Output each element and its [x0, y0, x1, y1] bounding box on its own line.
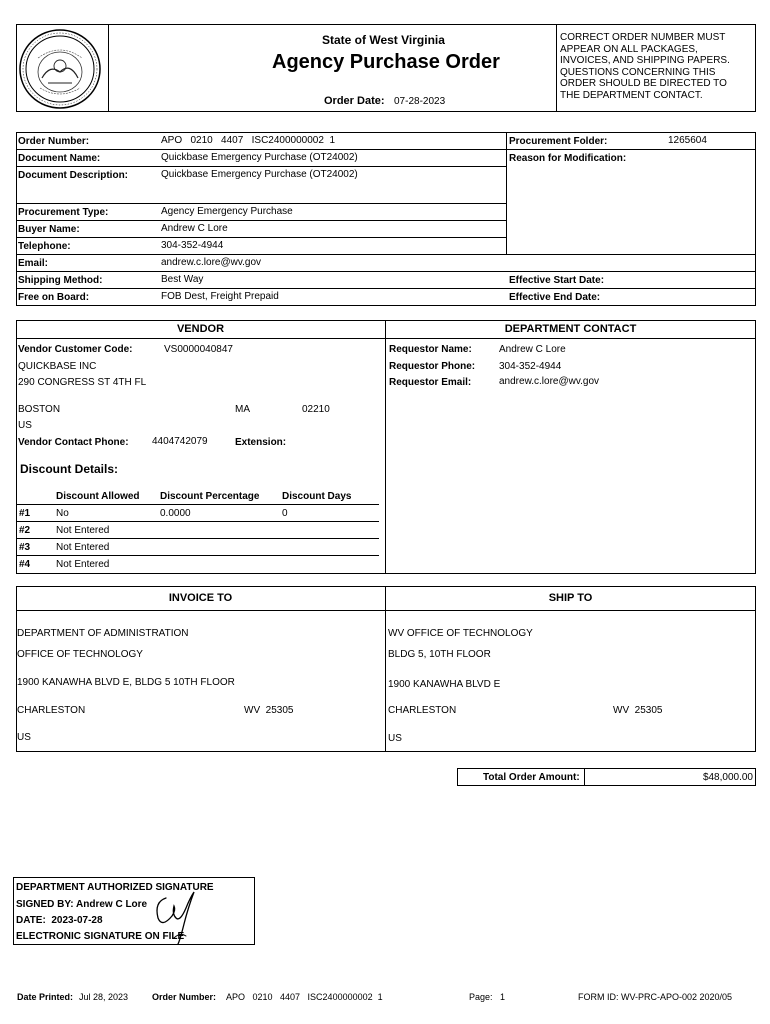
telephone-label: Telephone:: [18, 241, 71, 252]
document-description: Quickbase Emergency Purchase (OT24002): [161, 169, 358, 180]
vendor-address: 290 CONGRESS ST 4TH FL: [18, 377, 147, 388]
free-on-board-label: Free on Board:: [18, 292, 90, 303]
ship-to-line3: 1900 KANAWHA BLVD E: [388, 679, 501, 690]
telephone: 304-352-4944: [161, 240, 224, 251]
ship-to-state-zip: WV 25305: [613, 705, 663, 716]
total-order-amount: $48,000.00: [702, 772, 753, 783]
vendor-customer-code-label: Vendor Customer Code:: [18, 344, 133, 355]
procurement-folder: 1265604: [668, 135, 707, 146]
ship-to-line1: WV OFFICE OF TECHNOLOGY: [388, 628, 533, 639]
invoice-to-line3: 1900 KANAWHA BLVD E, BLDG 5 10TH FLOOR: [17, 677, 235, 688]
date-printed-label: Date Printed:: [17, 992, 74, 1002]
requestor-phone-label: Requestor Phone:: [389, 361, 476, 372]
invoice-to-line2: OFFICE OF TECHNOLOGY: [17, 649, 143, 660]
document-name-label: Document Name:: [18, 153, 101, 164]
invoice-to-line1: DEPARTMENT OF ADMINISTRATION: [17, 628, 189, 639]
department-contact-heading: DEPARTMENT CONTACT: [504, 323, 637, 335]
discount-allowed-header: Discount Allowed: [56, 491, 140, 502]
vendor-contact-phone: 4404742079: [152, 436, 208, 447]
vendor-zip: 02210: [302, 404, 330, 415]
email-label: Email:: [18, 258, 49, 269]
document-name: Quickbase Emergency Purchase (OT24002): [161, 152, 358, 163]
vendor-country: US: [18, 420, 32, 431]
state-seal-icon: [18, 28, 102, 110]
invoice-to-state-zip: WV 25305: [244, 705, 294, 716]
state-name: State of West Virginia: [322, 33, 445, 47]
invoice-to-country: US: [17, 732, 31, 743]
shipping-method: Best Way: [161, 274, 204, 285]
shipping-method-label: Shipping Method:: [18, 275, 103, 286]
page-title: Agency Purchase Order: [272, 51, 500, 73]
requestor-phone: 304-352-4944: [499, 361, 562, 372]
effective-end-date-label: Effective End Date:: [509, 292, 601, 303]
signed-by: SIGNED BY: Andrew C Lore: [16, 899, 148, 910]
total-order-amount-label: Total Order Amount:: [483, 772, 580, 783]
vendor-state: MA: [235, 404, 250, 415]
order-info-box: [16, 132, 756, 306]
effective-start-date-label: Effective Start Date:: [509, 275, 605, 286]
vendor-heading: VENDOR: [176, 323, 225, 335]
email: andrew.c.lore@wv.gov: [161, 257, 262, 268]
electronic-signature-note: ELECTRONIC SIGNATURE ON FILE: [16, 931, 185, 942]
reason-for-modification-label: Reason for Modification:: [509, 153, 627, 164]
invoice-to-city: CHARLESTON: [17, 705, 86, 716]
procurement-type-label: Procurement Type:: [18, 207, 109, 218]
form-id: FORM ID: WV-PRC-APO-002 2020/05: [578, 992, 733, 1002]
signature-heading: DEPARTMENT AUTHORIZED SIGNATURE: [16, 882, 214, 893]
discount-percentage-header: Discount Percentage: [160, 491, 260, 502]
buyer-name: Andrew C Lore: [161, 223, 228, 234]
order-number-label: Order Number:: [18, 136, 90, 147]
page-number: 1: [500, 992, 506, 1002]
buyer-name-label: Buyer Name:: [18, 224, 80, 235]
ship-to-heading: SHIP TO: [548, 592, 593, 604]
procurement-type: Agency Emergency Purchase: [161, 206, 293, 217]
signature-date: DATE: 2023-07-28: [16, 915, 103, 926]
requestor-email-label: Requestor Email:: [389, 377, 472, 388]
order-date-value: 07-28-2023: [394, 96, 446, 107]
ship-to-country: US: [388, 733, 402, 744]
order-number: APO 0210 4407 ISC2400000002 1: [161, 135, 336, 146]
footer-order-number-label: Order Number:: [152, 992, 217, 1002]
vendor-name: QUICKBASE INC: [18, 361, 97, 372]
procurement-folder-label: Procurement Folder:: [509, 136, 608, 147]
date-printed: Jul 28, 2023: [79, 992, 129, 1002]
order-notice: CORRECT ORDER NUMBER MUST APPEAR ON ALL PACKAGES, INVOICES, AND SHIPPING PAPERS. QUESTIONS CONCERNING THIS ORDER SHOULD BE DIRECTED TO THE DEPARTMENT CONTACT.: [560, 32, 730, 101]
handwritten-signature-icon: [150, 888, 202, 946]
order-date-label: Order Date:: [324, 95, 385, 107]
discount-details-heading: Discount Details:: [20, 462, 119, 476]
free-on-board: FOB Dest, Freight Prepaid: [161, 291, 279, 302]
requestor-name: Andrew C Lore: [499, 344, 566, 355]
vendor-extension-label: Extension:: [235, 437, 287, 448]
invoice-to-heading: INVOICE TO: [168, 592, 233, 604]
document-description-label: Document Description:: [18, 170, 129, 181]
page-label: Page:: [469, 992, 493, 1002]
requestor-name-label: Requestor Name:: [389, 344, 472, 355]
vendor-customer-code: VS0000040847: [164, 344, 233, 355]
vendor-contact-phone-label: Vendor Contact Phone:: [18, 437, 129, 448]
vendor-city: BOSTON: [18, 404, 61, 415]
requestor-email: andrew.c.lore@wv.gov: [499, 376, 600, 387]
ship-to-line2: BLDG 5, 10TH FLOOR: [388, 649, 491, 660]
footer-order-number: APO 0210 4407 ISC2400000002 1: [226, 992, 383, 1002]
ship-to-city: CHARLESTON: [388, 705, 457, 716]
discount-days-header: Discount Days: [282, 491, 352, 502]
